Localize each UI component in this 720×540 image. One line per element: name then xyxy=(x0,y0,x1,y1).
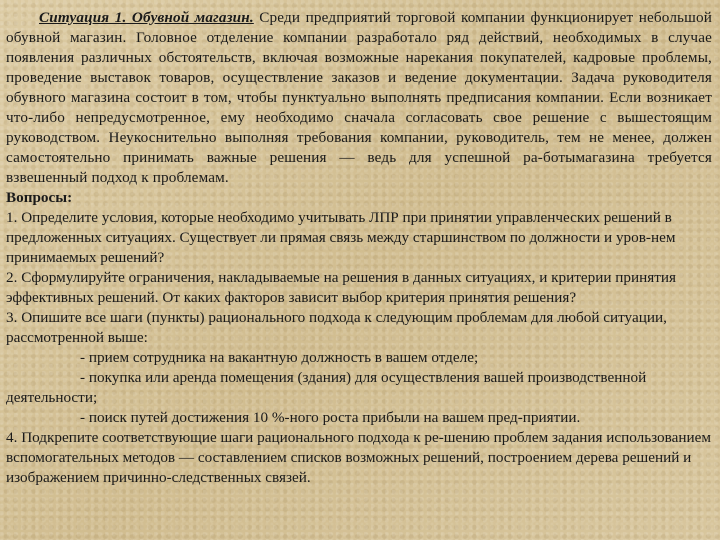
situation-body: Среди предприятий торговой компании функционирует небольшой обувной магазин. Головное отделение компании разработало ряд действий, необходимых в случае появления различных обстоятельств, включая возможные нарекания покупателей, кадровые проблемы, проведение выставок товаров, осуществление заказов и ведение документации. Задача руководителя обувного магазина состоит в том, чтобы пунктуально выполнять предписания компании. Если возникает что-либо непредусмотренное, ему необходимо сначала согласовать свое решение с вышестоящим руководством. Неукоснительно выполняя требования компании, руководитель, тем не менее, должен самостоятельно принимать важные решения — ведь для успешной ра-ботымагазина требуется взвешенный подход к проблемам. xyxy=(6,9,712,186)
questions-heading: Вопросы: xyxy=(6,189,73,206)
question-4: 4. Подкрепите соответствующие шаги рационального подхода к ре-шению проблем задания использованием вспомогательных методов — составлением списков возможных решений, построением дерева решений и изображением причинно-следственных связей. xyxy=(6,429,711,486)
question-3: 3. Опишите все шаги (пункты) рационального подхода к следующим проблемам для любой ситуации, рассмотренной выше: xyxy=(6,309,667,346)
question-3-item-1: - прием сотрудника на вакантную должность в вашем отделе; xyxy=(80,349,479,366)
situation-title: Ситуация 1. Обувной магазин. xyxy=(39,9,254,26)
situation-paragraph xyxy=(6,8,712,188)
question-1: 1. Определите условия, которые необходимо учитывать ЛПР при принятии управленческих решений в предложенных ситуациях. Существует ли прямая связь между старшинством по должности и уров-нем принимаемых решений? xyxy=(6,209,676,266)
question-3-item-3: - поиск путей достижения 10 %-ного роста прибыли на вашем пред-приятии. xyxy=(80,409,581,426)
question-3-item-2: - покупка или аренда помещения (здания) для осуществления вашей производственной деятельности; xyxy=(6,369,647,406)
document-page xyxy=(6,8,712,538)
question-2: 2. Сформулируйте ограничения, накладываемые на решения в данных ситуациях, и критерии принятия эффективных решений. От каких факторов зависит выбор критерия принятия решения? xyxy=(6,269,676,306)
